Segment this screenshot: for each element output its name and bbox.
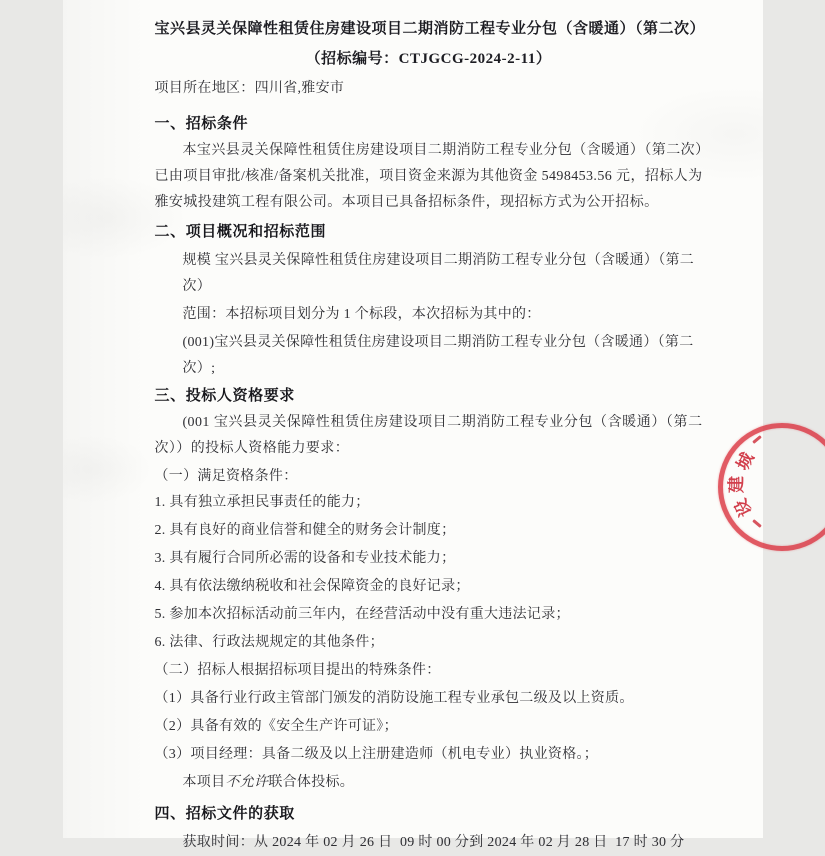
section-heading-3: 三、投标人资格要求 (155, 382, 703, 410)
tender-number: （招标编号：CTJGCG-2024-2-11） (155, 44, 703, 74)
joint-venture-line (155, 770, 703, 796)
tender-conditions-paragraph: 本宝兴县灵关保障性租赁住房建设项目二期消防工程专业分包（含暖通）（第二次）已由项目审批/核准/备案机关批准，项目资金来源为其他资金 5498453.56 元，招标人为雅安城投建筑工程有限公司。本项目已具备招标条件，现招标方式为公开招标。 (155, 138, 703, 216)
qualification-item: 6. 法律、行政法规规定的其他条件； (155, 630, 703, 656)
qualification-item: 1. 具有独立承担民事责任的能力； (155, 490, 703, 516)
subheading-special-conditions: （二）招标人根据招标项目提出的特殊条件： (155, 658, 703, 684)
section-heading-4: 四、招标文件的获取 (155, 800, 703, 828)
project-location: 项目所在地区：四川省,雅安市 (155, 76, 703, 102)
qualification-item: 3. 具有履行合同所必需的设备和专业技术能力； (155, 546, 703, 572)
red-seal-character: 城 (728, 447, 758, 474)
special-condition-item: （3）项目经理：具备二级及以上注册建造师（机电专业）执业资格。； (155, 742, 703, 768)
project-scope-line: 范围：本招标项目划分为 1 个标段，本次招标为其中的： (155, 302, 703, 328)
qualification-item: 5. 参加本次招标活动前三年内，在经营活动中没有重大违法记录； (155, 602, 703, 628)
document-content (155, 14, 703, 856)
subheading-qualification-conditions: （一）满足资格条件： (155, 464, 703, 490)
red-seal-character: 设 (726, 495, 756, 521)
document-obtain-time: 获取时间：从 2024 年 02 月 26 日 09 时 00 分到 2024 年 02 月 28 日 17 时 30 分 (155, 830, 703, 856)
qualification-item: 4. 具有依法缴纳税收和社会保障资金的良好记录； (155, 574, 703, 600)
joint-venture-not-allowed: 不允许 (225, 775, 268, 790)
special-condition-item: （1）具备行业行政主管部门颁发的消防设施工程专业承包二级及以上资质。 (155, 686, 703, 712)
section-heading-2: 二、项目概况和招标范围 (155, 218, 703, 246)
lot-001-line: (001)宝兴县灵关保障性租赁住房建设项目二期消防工程专业分包（含暖通）（第二次）; (155, 330, 703, 382)
document-title: 宝兴县灵关保障性租赁住房建设项目二期消防工程专业分包（含暖通）（第二次） (155, 14, 703, 44)
special-condition-item: （2）具备有效的《安全生产许可证》； (155, 714, 703, 740)
project-scale-line: 规模 宝兴县灵关保障性租赁住房建设项目二期消防工程专业分包（含暖通）（第二次） (155, 248, 703, 300)
joint-venture-prefix: 本项目 (183, 775, 226, 790)
joint-venture-suffix: 联合体投标。 (268, 775, 354, 790)
qualification-intro: (001 宝兴县灵关保障性租赁住房建设项目二期消防工程专业分包（含暖通）（第二次））的投标人资格能力要求： (155, 410, 703, 462)
red-seal-character: 建 (722, 476, 747, 493)
section-heading-1: 一、招标条件 (155, 110, 703, 138)
document-page (63, 0, 763, 838)
qualification-item: 2. 具有良好的商业信誉和健全的财务会计制度； (155, 518, 703, 544)
